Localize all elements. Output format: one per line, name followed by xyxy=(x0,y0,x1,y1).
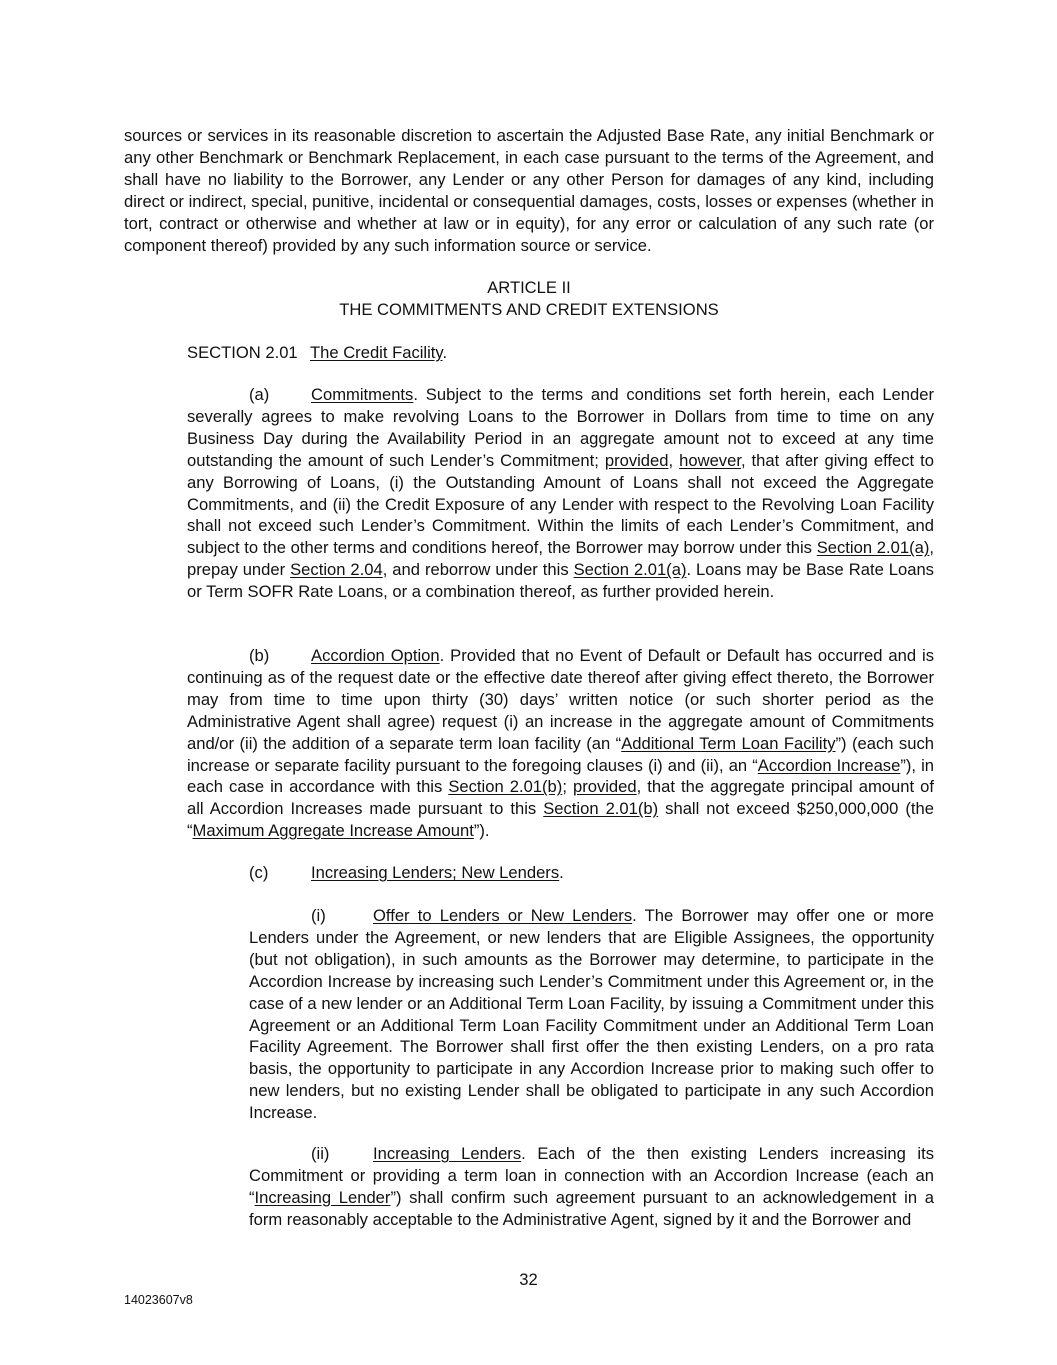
paragraph-b-text: shall not exceed $250,000,000 (the “ xyxy=(187,799,934,841)
paragraph-c-ii-text: . Each of the then existing Lenders increasing its Commitment or providing a term loan in connection with an Accordion Increase (each an “ xyxy=(249,1144,934,1207)
section-title-period: . xyxy=(442,343,448,362)
section-number: SECTION 2.01 xyxy=(187,343,298,362)
paragraph-b-text: , that the aggregate principal amount of all Accordion Increases made pursuant to this xyxy=(187,777,934,819)
article-number: ARTICLE II xyxy=(487,278,571,297)
paragraph-c-i xyxy=(249,905,934,1124)
defined-term: Additional Term Loan Facility xyxy=(621,733,836,753)
paragraph-c-title: Increasing Lenders; New Lenders xyxy=(311,863,560,882)
paragraph-a-label: (a) xyxy=(249,385,270,404)
paragraph-c-i-heading: Offer to Lenders or New Lenders xyxy=(373,906,633,925)
intro-paragraph: sources or services in its reasonable discretion to ascertain the Adjusted Base Rate, any initial Benchmark or any other Benchmark or Benchmark Replacement, in each case pursuant to the terms of the Agreement, and shall have no liability to the Borrower, any Lender or any other Person for damages of any kind, including direct or indirect, special, punitive, incidental or consequential damages, costs, losses or expenses (whether in tort, contract or otherwise and whether at law or in equity), for any error or calculation of any such rate (or component thereof) provided by any such information source or service. xyxy=(124,126,934,255)
section-reference: Section 2.04 xyxy=(290,560,383,580)
paragraph-a-text: , xyxy=(668,450,680,470)
paragraph-c-label: (c) xyxy=(249,863,269,882)
paragraph-a-text: . Loans may be Base Rate Loans or Term SOFR Rate Loans, or a combination thereof, as further provided herein. xyxy=(187,560,934,602)
section-reference: Section 2.01(a) xyxy=(573,560,687,580)
defined-term: Accordion Increase xyxy=(757,755,901,775)
paragraph-b xyxy=(187,645,934,842)
defined-term: Increasing Lender xyxy=(254,1187,391,1207)
paragraph-c-ii-text: ”) shall confirm such agreement pursuant to an acknowledgement in a form reasonably acceptable to the Administrative Agent, signed by it and the Borrower and xyxy=(249,1187,934,1229)
section-reference: Section 2.01(b) xyxy=(448,777,563,797)
paragraph-a-text: , that after giving effect to any Borrowing of Loans, (i) the Outstanding Amount of Loans shall not exceed the Aggregate Commitments, and (ii) the Credit Exposure of any Lender with respect to the Revolving Loan Facility shall not exceed such Lender’s Commitment. Within the limits of each Lender’s Commitment, and subject to the other terms and conditions hereof, the Borrower may borrow under this xyxy=(187,450,934,558)
paragraph-c-period: . xyxy=(559,863,564,882)
paragraph-b-text: ”) (each such increase or separate facility pursuant to the foregoing clauses (i) and (ii), an “ xyxy=(187,733,934,775)
paragraph-b-heading: Accordion Option xyxy=(311,646,440,665)
however-term: however xyxy=(679,450,741,470)
paragraph-c-i-text: . The Borrower may offer one or more Lenders under the Agreement, or new lenders that are Eligible Assignees, the opportunity (but not obligation), in such amounts as the Borrower may determine, to participate in the Accordion Increase by increasing such Lender’s Commitment under this Agreement or, in the case of a new lender or an Additional Term Loan Facility, by issuing a Commitment under this Agreement or an Additional Term Loan Facility Commitment under an Additional Term Loan Facility Agreement. The Borrower shall first offer the then existing Lenders, on a pro rata basis, the opportunity to participate in any Accordion Increase prior to making such offer to new lenders, but no existing Lender shall be obligated to participate in any such Accordion Increase. xyxy=(249,906,934,1123)
section-title: The Credit Facility xyxy=(310,343,443,362)
paragraph-a-text: , and reborrow under this xyxy=(382,560,574,580)
paragraph-a xyxy=(187,384,934,603)
article-title: THE COMMITMENTS AND CREDIT EXTENSIONS xyxy=(339,300,719,319)
document-id: 14023607v8 xyxy=(124,1293,193,1307)
paragraph-a-text: , prepay under xyxy=(187,538,934,580)
paragraph-c-ii xyxy=(249,1143,934,1231)
paragraph-b-text: . Provided that no Event of Default or Default has occurred and is continuing as of the request date or the effective date thereof after giving effect thereto, the Borrower may from time to time upon thirty (30) days’ written notice (or such shorter period as the Administrative Agent shall agree) request (i) an increase in the aggregate amount of Commitments and/or (ii) the addition of a separate term loan facility (an “ xyxy=(187,646,934,753)
section-reference: Section 2.01(a) xyxy=(816,538,930,558)
defined-term: Maximum Aggregate Increase Amount xyxy=(192,821,474,841)
paragraph-b-text: ”). xyxy=(473,821,490,841)
paragraph-a-text: . Subject to the terms and conditions set forth herein, each Lender severally agrees to make revolving Loans to the Borrower in Dollars from time to time on any Business Day during the Availability Period in an aggregate amount not to exceed at any time outstanding the amount of such Lender’s Commitment; xyxy=(187,385,934,470)
paragraph-c-heading xyxy=(249,862,934,884)
section-reference: Section 2.01(b) xyxy=(543,799,659,819)
provided-term: provided xyxy=(604,450,669,470)
paragraph-b-text: ”), in each case in accordance with this xyxy=(187,755,935,797)
section-heading xyxy=(187,342,934,364)
page-number: 32 xyxy=(519,1270,538,1289)
paragraph-a-heading: Commitments xyxy=(311,385,414,404)
paragraph-c-ii-heading: Increasing Lenders xyxy=(373,1144,522,1163)
paragraph-b-text: ; xyxy=(562,777,573,797)
paragraph-c-i-label: (i) xyxy=(311,906,326,925)
provided-term: provided xyxy=(572,777,637,797)
paragraph-b-label: (b) xyxy=(249,646,270,665)
paragraph-c-ii-label: (ii) xyxy=(311,1144,330,1163)
